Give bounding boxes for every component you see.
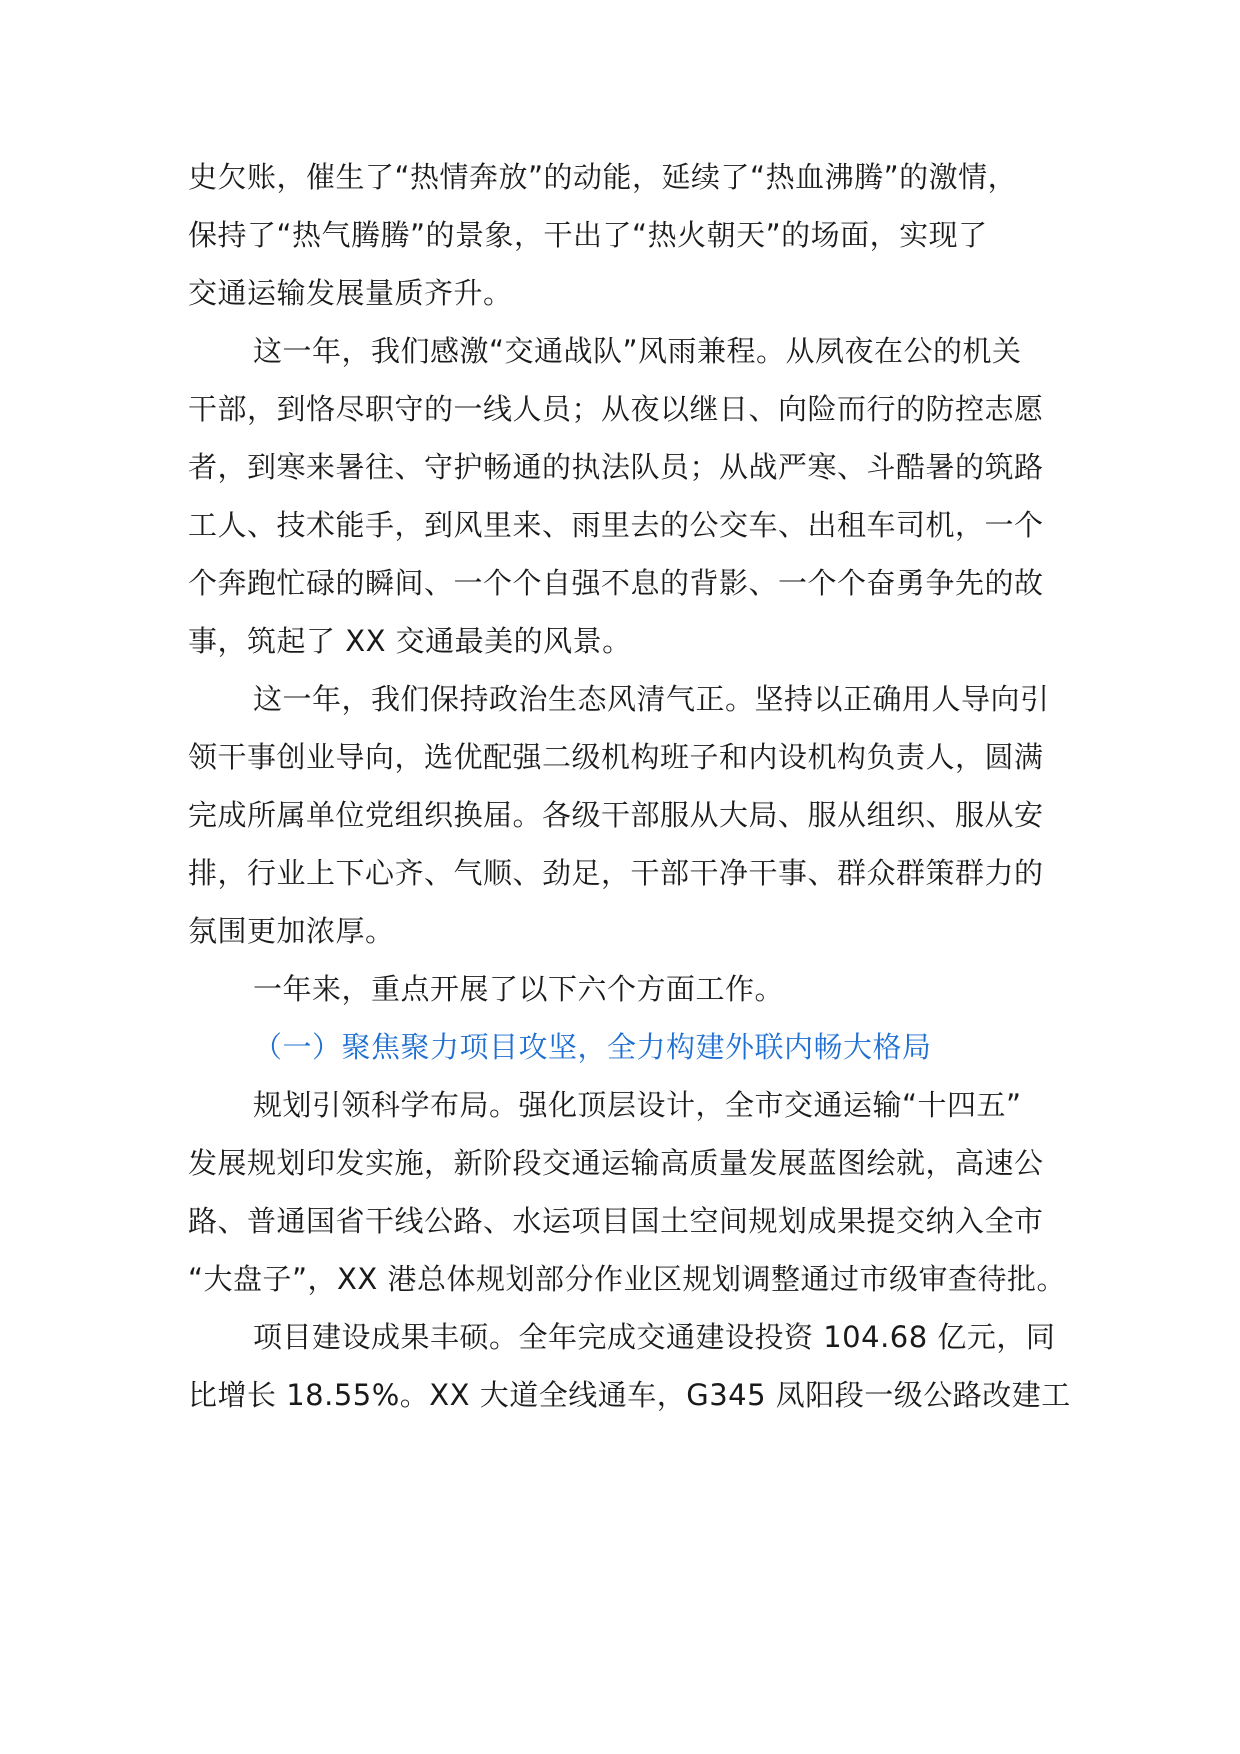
paragraph-first-line: 这一年，我们感激“交通战队”风雨兼程。从夙夜在公的机关 <box>253 334 1022 368</box>
paragraph-first-line: 项目建设成果丰硕。全年完成交通建设投资 104.68 亿元，同 <box>253 1320 1056 1354</box>
text-line: 完成所属单位党组织换届。各级干部服从大局、服从组织、服从安 <box>188 798 1044 832</box>
section-heading: （一）聚焦聚力项目攻坚，全力构建外联内畅大格局 <box>253 1030 932 1064</box>
text-line: 个奔跑忙碌的瞬间、一个个自强不息的背影、一个个奋勇争先的故 <box>188 566 1044 600</box>
paragraph-first-line: 规划引领科学布局。强化顶层设计，全市交通运输“十四五” <box>253 1088 1022 1122</box>
text-line: 排，行业上下心齐、气顺、劲足，干部干净干事、群众群策群力的 <box>188 856 1044 890</box>
text-line: 比增长 18.55%。XX 大道全线通车，G345 凤阳段一级公路改建工 <box>188 1378 1071 1412</box>
text-line: “大盘子”，XX 港总体规划部分作业区规划调整通过市级审查待批。 <box>188 1262 1067 1296</box>
text-line: 交通运输发展量质齐升。 <box>188 276 513 310</box>
text-line: 氛围更加浓厚。 <box>188 914 395 948</box>
text-line: 发展规划印发实施，新阶段交通运输高质量发展蓝图绘就，高速公 <box>188 1146 1044 1180</box>
text-line: 者，到寒来暑往、守护畅通的执法队员；从战严寒、斗酷暑的筑路 <box>188 450 1044 484</box>
text-line: 路、普通国省干线公路、水运项目国土空间规划成果提交纳入全市 <box>188 1204 1044 1238</box>
text-line: 史欠账，催生了“热情奔放”的动能，延续了“热血沸腾”的激情， <box>188 160 1018 194</box>
text-line: 领干事创业导向，选优配强二级机构班子和内设机构负责人，圆满 <box>188 740 1044 774</box>
text-line: 事，筑起了 XX 交通最美的风景。 <box>188 624 632 658</box>
text-line: 工人、技术能手，到风里来、雨里去的公交车、出租车司机，一个 <box>188 508 1044 542</box>
paragraph-first-line: 一年来，重点开展了以下六个方面工作。 <box>253 972 785 1006</box>
text-line: 保持了“热气腾腾”的景象，干出了“热火朝天”的场面，实现了 <box>188 218 988 252</box>
text-line: 干部，到恪尽职守的一线人员；从夜以继日、向险而行的防控志愿 <box>188 392 1044 426</box>
paragraph-first-line: 这一年，我们保持政治生态风清气正。坚持以正确用人导向引 <box>253 682 1050 716</box>
